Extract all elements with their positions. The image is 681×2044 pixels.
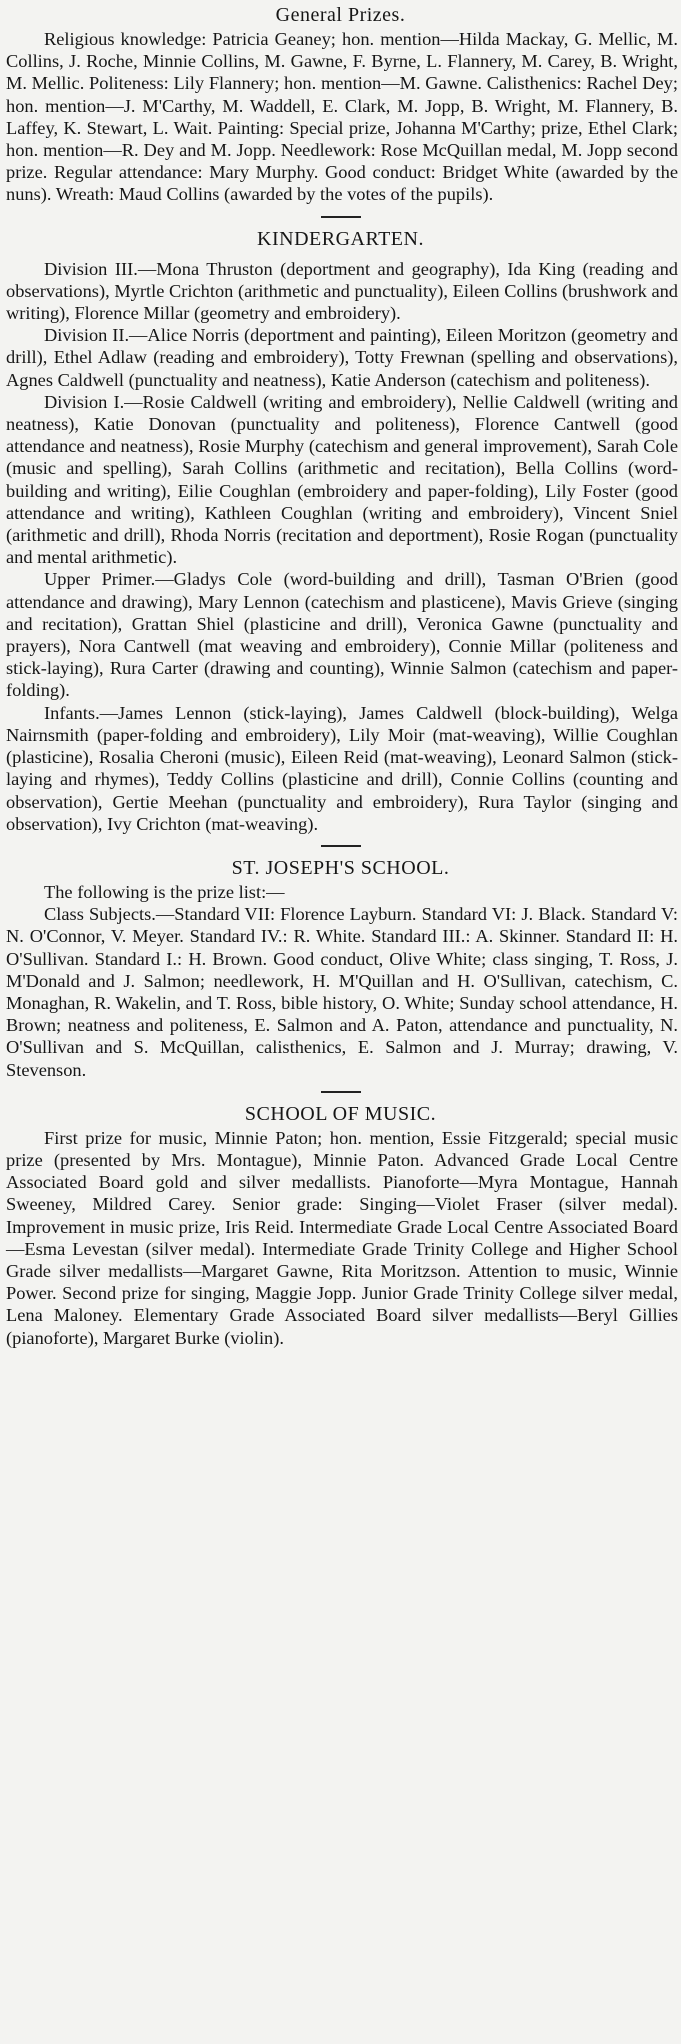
- section-divider: [0, 208, 681, 220]
- kindergarten-paragraph: Division III.—Mona Thruston (deportment and geography), Ida King (reading and observations), Myrtle Crichton (arithmetic and punctuality), Eileen Collins (brushwork and writing), Florence Millar (geometry and embroidery).: [6, 258, 678, 324]
- st-josephs-paragraph: Class Subjects.—Standard VII: Florence Layburn. Standard VI: J. Black. Standard V: N. O'Connor, V. Meyer. Standard IV.: R. White. Standard III.: A. Skinner. Standard II: H. O'Sullivan. Standard I.: H. Brown. Good conduct, Olive White; class singing, T. Ross, J. M'Donald and J. Salmon; needlework, H. M'Quillan and H. O'Sullivan, catechism, C. Monaghan, R. Wakelin, and T. Ross, bible history, O. White; Sunday school attendance, H. Brown; neatness and politeness, E. Salmon and A. Paton, attendance and punctuality, N. O'Sullivan and S. McQuillan, calisthenics, E. Salmon and J. Murray; drawing, V. Stevenson.: [6, 904, 678, 1080]
- school-of-music-text: First prize for music, Minnie Paton; hon. mention, Essie Fitzgerald; special music prize (presented by Mrs. Montague), Minnie Paton. Advanced Grade Local Centre Associated Board gold and silver medallists. Pianoforte—Myra Montague, Hannah Sweeney, Mildred Carey. Senior grade: Singing—Violet Fraser (silver medal). Improvement in music prize, Iris Reid. Intermediate Grade Local Centre Associated Board—Esma Levestan (silver medal). Intermediate Grade Trinity College and Higher School Grade silver medallists—Margaret Gawne, Rita Moritzson. Attention to music, Winnie Power. Second prize for singing, Maggie Jopp. Junior Grade Trinity College silver medal, Lena Maloney. Elementary Grade Associated Board silver medallists—Beryl Gillies (pianoforte), Margaret Burke (violin).: [6, 1127, 678, 1348]
- kindergarten-section: [0, 258, 681, 835]
- school-of-music-section: [0, 1127, 681, 1349]
- kindergarten-paragraph: Infants.—James Lennon (stick-laying), James Caldwell (block-building), Welga Nairnsmith (paper-folding and embroidery), Lily Moir (mat-weaving), Willie Coughlan (plasticine), Rosalia Cheroni (music), Eileen Reid (mat-weaving), Leonard Salmon (stick-laying and rhymes), Teddy Collins (plasticine and drill), Connie Collins (counting and observation), Gertie Meehan (punctuality and embroidery), Rura Taylor (singing and observation), Ivy Crichton (mat-weaving).: [6, 702, 678, 834]
- st-josephs-section: [0, 881, 681, 1081]
- school-of-music-heading: SCHOOL OF MUSIC.: [244, 1102, 437, 1125]
- general-prizes-section: [0, 28, 681, 206]
- general-prizes-text: Religious knowledge: Patricia Geaney; hon. mention—Hilda Mackay, G. Mellic, M. Collins, J. Roche, Minnie Collins, M. Gawne, F. Byrne, L. Flannery, M. Carey, B. Wright, M. Mellic. Politeness: Lily Flannery; hon. mention—M. Gawne. Calisthenics: Rachel Dey; hon. mention—J. M'Carthy, M. Waddell, E. Clark, M. Jopp, B. Wright, M. Flannery, B. Laffey, K. Stewart, L. Wait. Painting: Special prize, Johanna M'Carthy; prize, Ethel Clark; hon. mention—R. Dey and M. Jopp. Needlework: Rose McQuillan medal, M. Jopp second prize. Regular attendance: Mary Murphy. Good conduct: Bridget White (awarded by the nuns). Wreath: Maud Collins (awarded by the votes of the pupils).: [6, 29, 678, 205]
- kindergarten-paragraph: Division II.—Alice Norris (deportment and painting), Eileen Moritzon (geometry and drill), Ethel Adlaw (reading and embroidery), Totty Frewnan (spelling and observations), Agnes Caldwell (punctuality and neatness), Katie Anderson (catechism and politeness).: [6, 325, 678, 390]
- kindergarten-heading: KINDERGARTEN.: [257, 227, 424, 250]
- section-divider: [0, 1083, 681, 1095]
- section-divider: [0, 837, 681, 849]
- kindergarten-paragraph: Division I.—Rosie Caldwell (writing and embroidery), Nellie Caldwell (writing and neatness), Katie Donovan (punctuality and politeness), Florence Cantwell (good attendance and neatness), Rosie Murphy (catechism and general improvement), Sarah Cole (music and spelling), Sarah Collins (arithmetic and recitation), Bella Collins (word-building and writing), Eilie Coughlan (embroidery and paper-folding), Lily Foster (good attendance and writing), Kathleen Coughlan (writing and embroidery), Vincent Sniel (arithmetic and drill), Rhoda Norris (recitation and deportment), Rosie Rogan (punctuality and mental arithmetic).: [6, 391, 678, 568]
- kindergarten-paragraph: Upper Primer.—Gladys Cole (word-building and drill), Tasman O'Brien (good attendance and drawing), Mary Lennon (catechism and plasticene), Mavis Grieve (singing and recitation), Grattan Shiel (plasticine and drill), Veronica Gawne (punctuality and prayers), Nora Cantwell (mat weaving and embroidery), Connie Millar (politeness and stick-laying), Rura Carter (drawing and counting), Winnie Salmon (catechism and paper-folding).: [6, 569, 678, 701]
- st-josephs-paragraph: The following is the prize list:—: [44, 881, 285, 902]
- general-prizes-heading: General Prizes.: [275, 4, 406, 26]
- st-josephs-heading: ST. JOSEPH'S SCHOOL.: [231, 856, 450, 879]
